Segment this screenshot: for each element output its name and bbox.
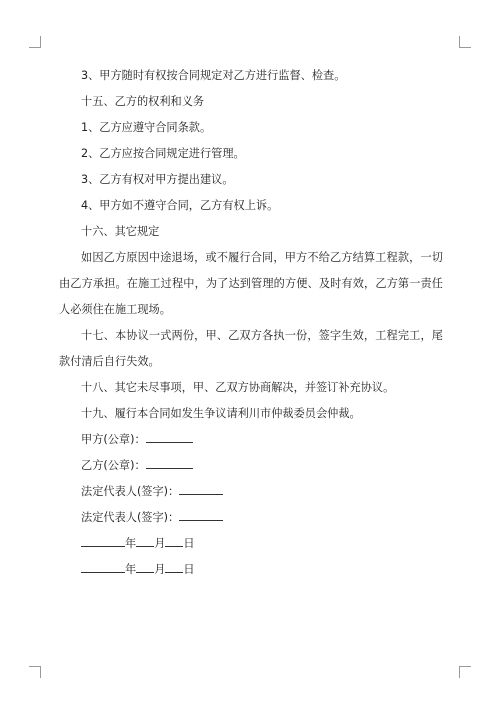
clause-15-item-1: 1、乙方应遵守合同条款。: [81, 121, 212, 134]
legal-rep-2-line: [59, 505, 443, 531]
section-18-text: 十八、其它未尽事项，甲、乙双方协商解决，并签订补充协议。: [81, 381, 395, 394]
date-2-month-blank[interactable]: [136, 560, 154, 573]
clause-15-item-2: 2、乙方应按合同规定进行管理。: [81, 147, 245, 160]
date-2-year-label: 年: [125, 563, 137, 576]
clause-15-item-3: 3、乙方有权对甲方提出建议。: [81, 173, 234, 186]
crop-mark-top-right: [459, 36, 471, 48]
date-1-year-blank[interactable]: [81, 534, 125, 547]
legal-rep-2-label: 法定代表人(签字)：: [81, 511, 180, 524]
section-19-text: 十九、履行本合同如发生争议请利川市仲裁委员会仲裁。: [81, 407, 361, 420]
date-line-2: [59, 557, 443, 583]
party-b-seal-line: [59, 453, 443, 479]
section-heading-16: 十六、其它规定: [81, 225, 160, 238]
date-1-month-blank[interactable]: [136, 534, 154, 547]
party-a-seal-line: [59, 427, 443, 453]
document-body: [59, 63, 443, 583]
date-1-month-label: 月: [154, 537, 166, 550]
crop-mark-top-left: [29, 36, 41, 48]
date-1-day-label: 日: [183, 537, 195, 550]
date-2-year-blank[interactable]: [81, 560, 125, 573]
clause-16-text: 如因乙方原因中途退场，或不履行合同，甲方不给乙方结算工程款，一切由乙方承担。在施工过程中，为了达到管理的方便、及时有效，乙方第一责任人必须住在施工现场。: [59, 251, 443, 316]
legal-rep-1-blank[interactable]: [179, 482, 223, 495]
crop-mark-bottom-right: [459, 666, 471, 678]
date-2-day-blank[interactable]: [165, 560, 183, 573]
clause-14-item-3: 3、甲方随时有权按合同规定对乙方进行监督、检查。: [81, 69, 346, 82]
party-b-seal-label: 乙方(公章)：: [81, 459, 146, 472]
section-heading-15: 十五、乙方的权利和义务: [81, 95, 205, 108]
date-2-month-label: 月: [154, 563, 166, 576]
legal-rep-1-line: [59, 479, 443, 505]
crop-mark-bottom-left: [29, 666, 41, 678]
date-2-day-label: 日: [183, 563, 195, 576]
clause-15-item-4: 4、甲方如不遵守合同，乙方有权上诉。: [81, 199, 279, 212]
section-17-text: 十七、本协议一式两份，甲、乙双方各执一份，签字生效，工程完工，尾款付清后自行失效。: [59, 329, 443, 368]
party-a-seal-label: 甲方(公章)：: [81, 433, 146, 446]
date-1-year-label: 年: [125, 537, 137, 550]
date-line-1: [59, 531, 443, 557]
legal-rep-1-label: 法定代表人(签字)：: [81, 485, 180, 498]
date-1-day-blank[interactable]: [165, 534, 183, 547]
legal-rep-2-blank[interactable]: [179, 508, 223, 521]
party-b-seal-blank[interactable]: [146, 456, 193, 469]
party-a-seal-blank[interactable]: [146, 430, 193, 443]
